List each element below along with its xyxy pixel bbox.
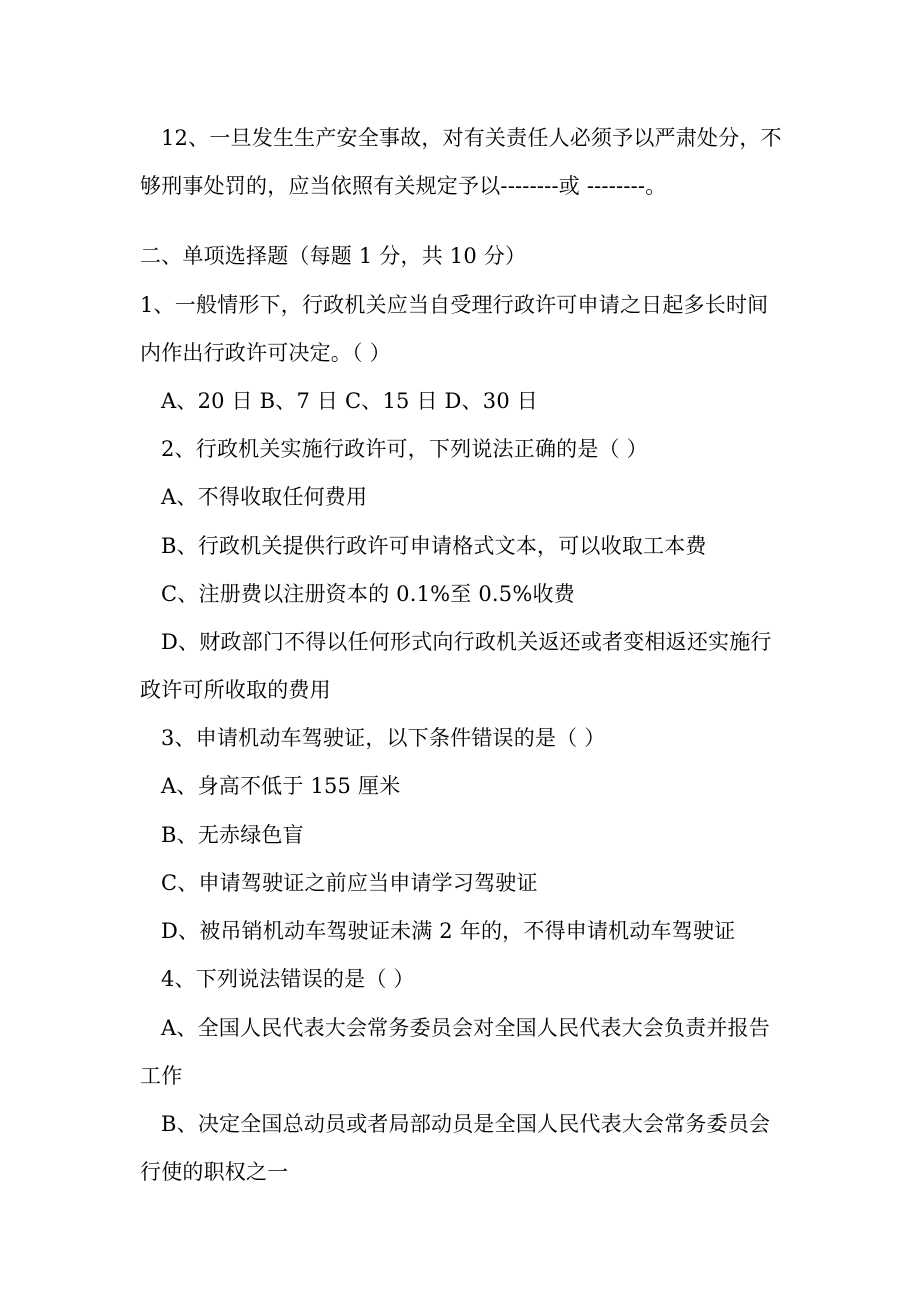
q4-option-a-line1: A、全国人民代表大会常务委员会对全国人民代表大会负责并报告 [161, 1016, 770, 1040]
q1-options: A、20 日 B、7 日 C、15 日 D、30 日 [161, 389, 538, 413]
q4-option-a-line2: 工作 [140, 1064, 183, 1088]
q3-option-d: D、被吊销机动车驾驶证未满 2 年的，不得申请机动车驾驶证 [161, 919, 736, 943]
q2-option-b: B、行政机关提供行政许可申请格式文本，可以收取工本费 [161, 534, 707, 558]
q4-stem: 4、下列说法错误的是（ ） [161, 967, 415, 991]
q12-line2: 够刑事处罚的，应当依照有关规定予以--------或 --------。 [140, 174, 667, 198]
q12-line1: 12、一旦发生生产安全事故，对有关责任人必须予以严肃处分，不 [161, 126, 782, 150]
q3-option-b: B、无赤绿色盲 [161, 823, 304, 847]
q2-option-d-line1: D、财政部门不得以任何形式向行政机关返还或者变相返还实施行 [161, 630, 772, 654]
q2-stem: 2、行政机关实施行政许可，下列说法正确的是（ ） [161, 437, 648, 461]
q2-option-d-line2: 政许可所收取的费用 [140, 678, 331, 702]
q3-stem: 3、申请机动车驾驶证，以下条件错误的是（ ） [161, 726, 606, 750]
q2-option-a: A、不得收取任何费用 [161, 485, 368, 509]
q4-option-b-line2: 行使的职权之一 [140, 1160, 289, 1184]
q1-stem-line2: 内作出行政许可决定。（ ） [140, 341, 391, 365]
q2-option-c: C、注册费以注册资本的 0.1%至 0.5%收费 [161, 582, 575, 606]
q4-option-b-line1: B、决定全国总动员或者局部动员是全国人民代表大会常务委员会 [161, 1112, 771, 1136]
section2-title: 二、单项选择题（每题 1 分，共 10 分） [140, 244, 527, 268]
q3-option-a: A、身高不低于 155 厘米 [161, 774, 401, 798]
q3-option-c: C、申请驾驶证之前应当申请学习驾驶证 [161, 871, 538, 895]
q1-stem-line1: 1、一般情形下，行政机关应当自受理行政许可申请之日起多长时间 [140, 293, 769, 317]
